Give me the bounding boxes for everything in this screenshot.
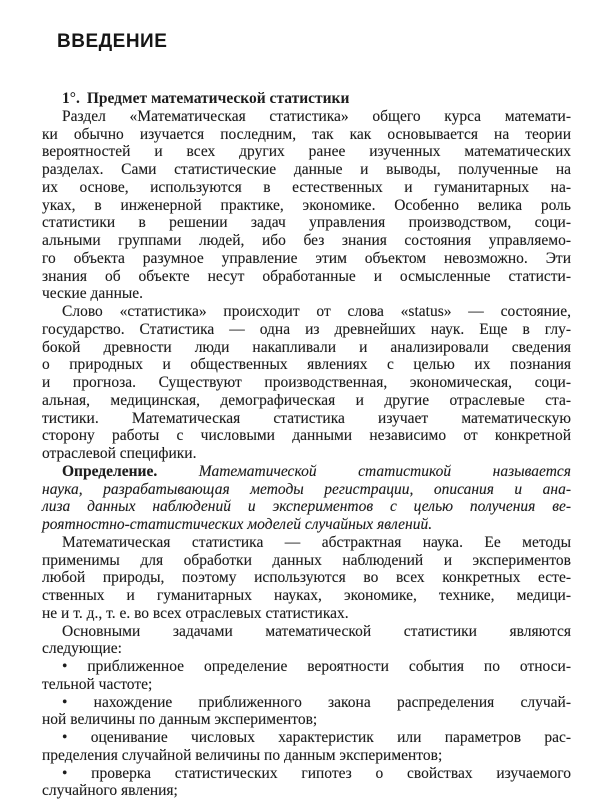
text-line: Слово «статистика» происходит от слова «status» — состояние, — [62, 303, 571, 320]
text-line: ки обычно изучается последним, так как основывается на теории — [42, 125, 571, 143]
text-line: отраслевой специфики. — [42, 445, 197, 462]
text-line: • оценивание числовых характеристик или параметров рас- — [62, 729, 571, 746]
paragraph-4 — [42, 623, 571, 659]
section-title: Предмет математической статистики — [86, 90, 350, 107]
text-line: сторону работы с числовыми данными независимо от конкретной — [42, 427, 571, 445]
text-line: уках, в инженерной практике, экономике. Особенно велика роль — [42, 196, 571, 214]
paragraph-2 — [42, 303, 571, 463]
text-line: любой природы, поэтому используются во всех конкретных есте- — [42, 569, 571, 587]
text-line: статистики в решении задач управления производством, соци- — [42, 214, 571, 232]
text-line — [42, 463, 571, 481]
text-line: наука, разрабатывающая методы регистрации, описания и ана- — [42, 480, 571, 498]
section-number: 1°. — [62, 90, 80, 107]
text-line: о природных и общественных явлениях с целью их познания — [42, 356, 571, 374]
text-line: • приближенное определение вероятности события по относи- — [62, 658, 571, 675]
text-line: и прогноза. Существуют производственная, экономическая, соци- — [42, 374, 571, 391]
bullet-item-4 — [42, 765, 571, 800]
text-line: разделах. Сами статистические данные и выводы, полученные на — [42, 161, 571, 178]
definition-lead: Математической статистикой называется — [157, 462, 571, 480]
text-line: знания об объекте несут обработанные и осмысленные статисти- — [42, 267, 571, 285]
text-line: государство. Статистика — одна из древнейших наук. Еще в глу- — [42, 320, 571, 338]
text-line: тистики. Математическая статистика изучает математическую — [42, 409, 571, 427]
text-line: ческие данные. — [42, 285, 144, 303]
page-title: ВВЕДЕНИЕ — [57, 31, 168, 52]
definition-block — [42, 463, 571, 534]
section-heading — [42, 90, 571, 108]
text-line: тельной частоте; — [42, 675, 153, 693]
text-line: Раздел «Математическая статистика» общего курса математи- — [62, 107, 571, 125]
text-line: не и т. д., т. е. во всех отраслевых статистиках. — [42, 604, 349, 622]
text-line: следующие: — [42, 640, 122, 658]
body-text — [42, 108, 571, 800]
text-line: пределения случайной величины по данным экспериментов; — [42, 746, 443, 764]
definition-label: Определение. — [62, 462, 158, 480]
paragraph-1 — [42, 108, 571, 303]
text-line: применимы для обработки данных наблюдений и экспериментов — [42, 551, 571, 569]
text-line: вероятностей и всех других ранее изученных математических — [42, 143, 571, 161]
text-column — [42, 0, 571, 800]
text-line: альными группами людей, ибо без знания состояния управляемо- — [42, 232, 571, 249]
text-line: бокой древности люди накапливали и анализировали сведения — [42, 338, 571, 356]
text-line: ной величины по данным экспериментов; — [42, 711, 318, 729]
text-line: альная, медицинская, демографическая и другие отраслевые ста- — [42, 391, 571, 409]
text-line: ственных и гуманитарных науках, экономике, технике, медици- — [42, 587, 571, 604]
text-line: случайного явления; — [42, 782, 178, 800]
bullet-item-3 — [42, 729, 571, 765]
text-line: их основе, используются в естественных и гуманитарных на- — [42, 178, 571, 196]
text-line: • нахождение приближенного закона распределения случай- — [62, 693, 571, 711]
text-line: • проверка статистических гипотез о свойствах изучаемого — [62, 764, 571, 782]
text-line: лиза данных наблюдений и экспериментов с целью получения ве- — [42, 498, 571, 516]
text-line: го объекта разумное управление этим объектом невозможно. Эти — [42, 249, 571, 267]
bullet-item-1 — [42, 658, 571, 694]
text-line: Математическая статистика — абстрактная наука. Ее методы — [62, 533, 571, 551]
bullet-item-2 — [42, 694, 571, 730]
text-line: роятностно-статистических моделей случайных явлений. — [42, 516, 433, 533]
text-line: Основными задачами математической статистики являются — [62, 622, 571, 640]
paragraph-3 — [42, 534, 571, 623]
